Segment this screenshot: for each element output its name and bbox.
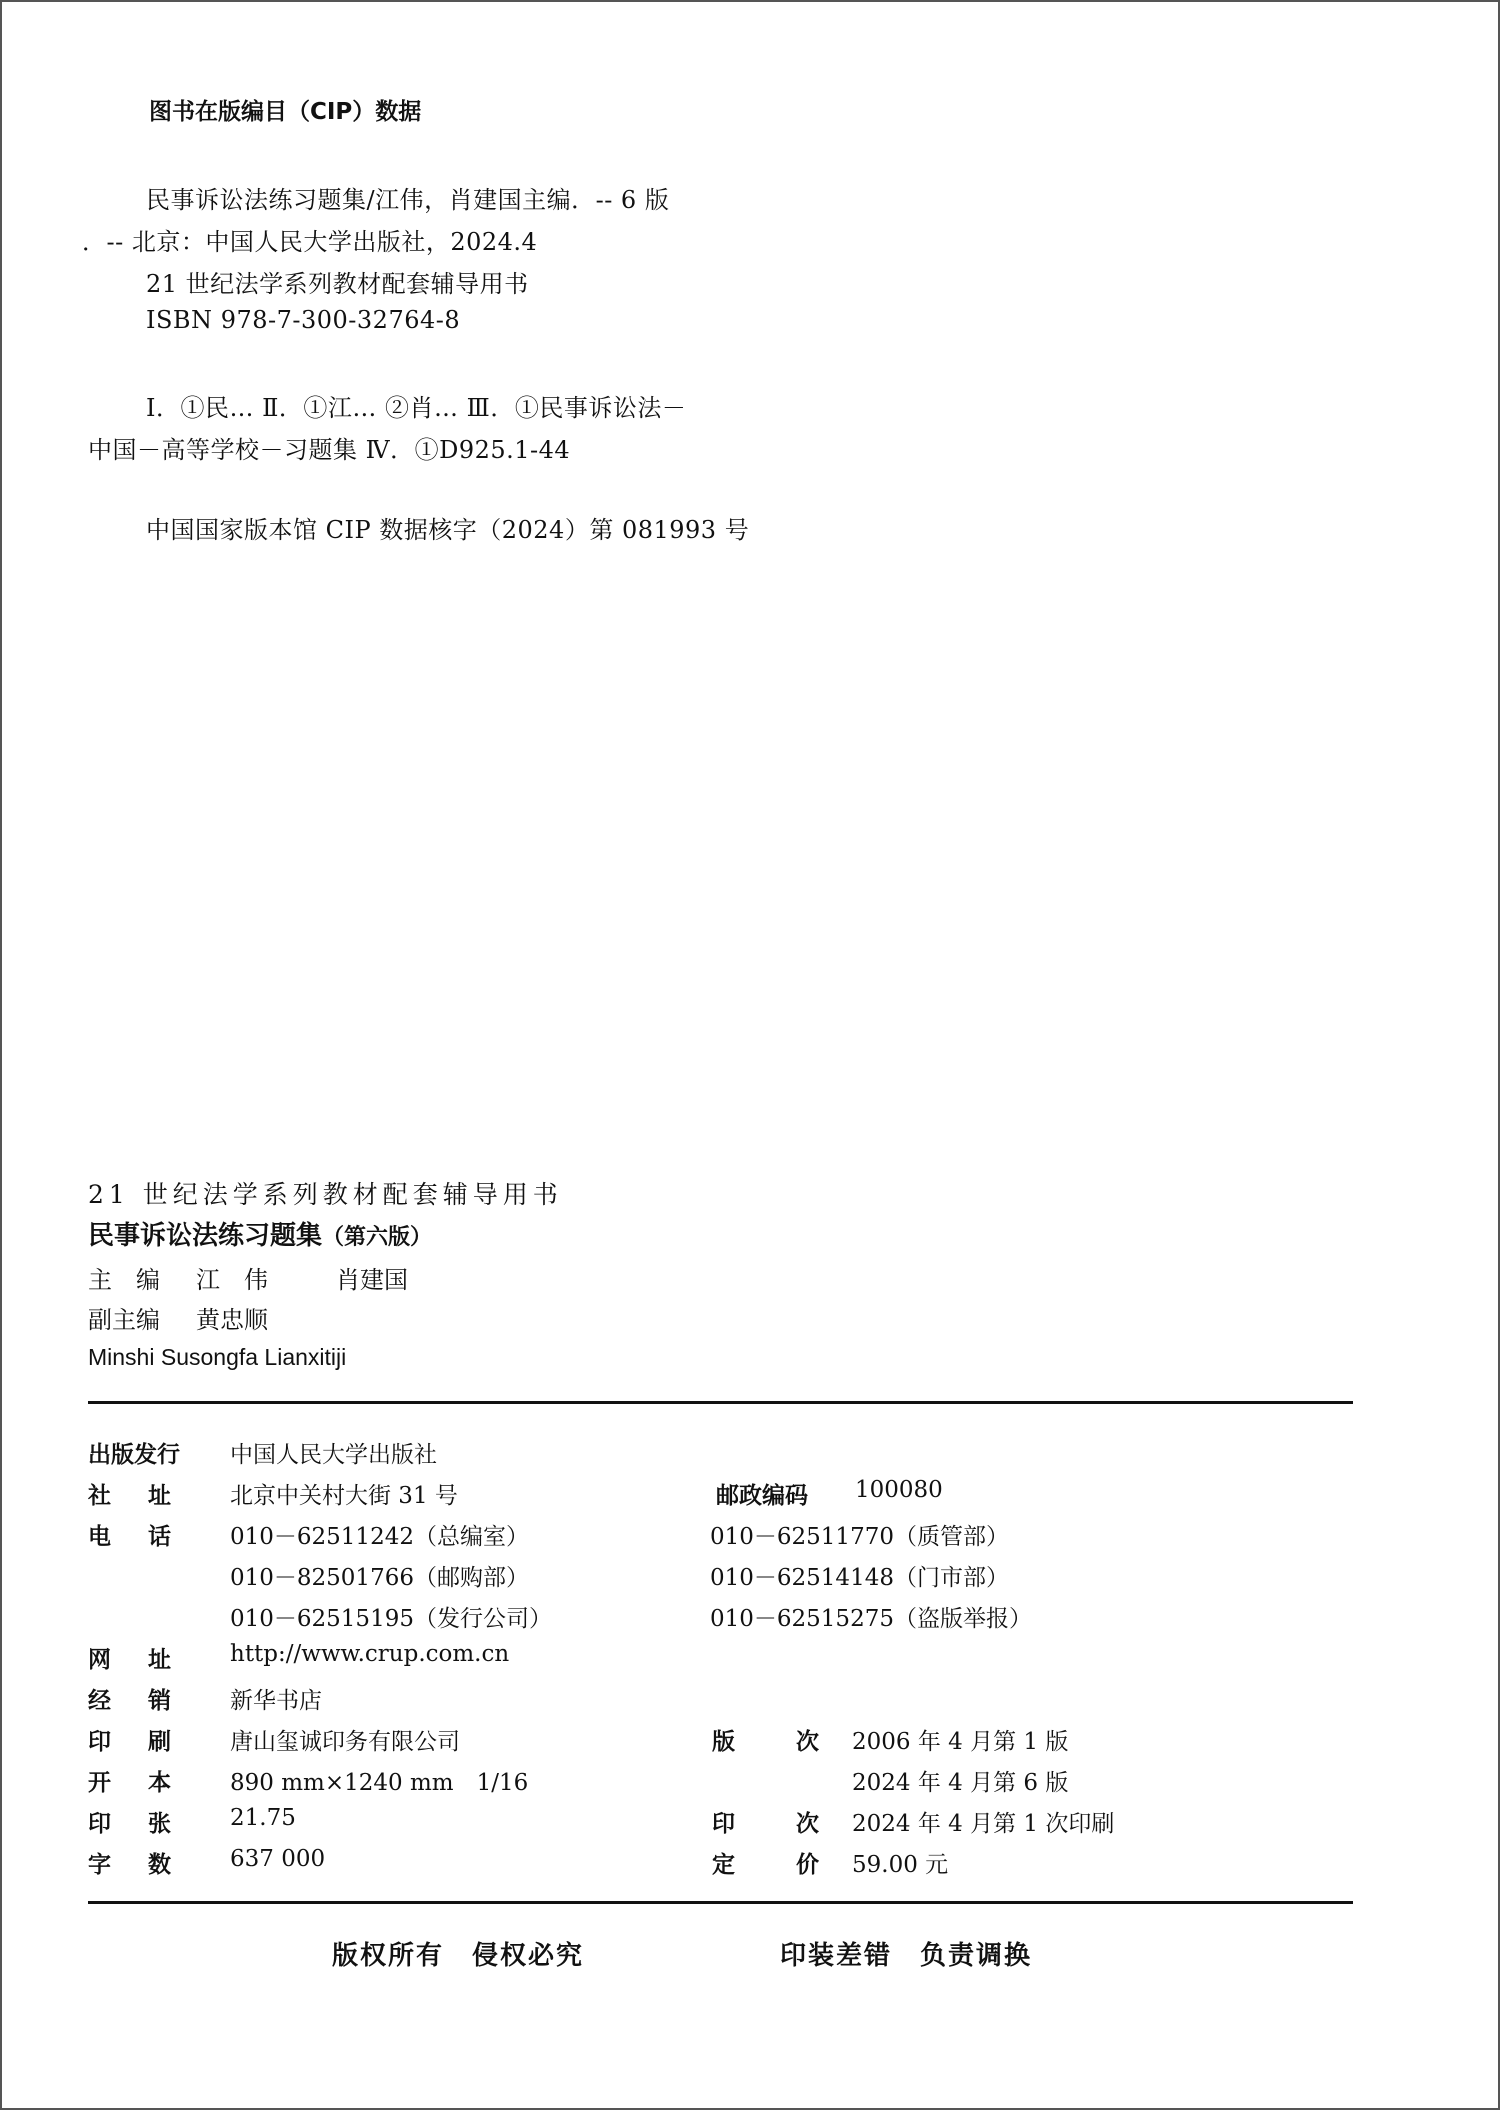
edition-current: 2024 年 4 月第 6 版 (852, 1770, 1069, 1796)
website-link[interactable]: http://www.crup.com.cn (230, 1641, 510, 1667)
impression-value: 2024 年 4 月第 1 次印刷 (852, 1811, 1115, 1837)
cip-line-isbn: ISBN 978-7-300-32764-8 (146, 306, 461, 334)
chief-editor-label-1: 主 (88, 1266, 112, 1294)
phone-distribution: 010－62515195（发行公司） (230, 1606, 552, 1632)
address-label: 社 址 (88, 1483, 171, 1509)
edition-label: 版 次 (712, 1729, 819, 1755)
deputy-editor-label: 副主编 (88, 1306, 160, 1334)
phone-store: 010－62514148（门市部） (710, 1565, 1009, 1591)
format-label: 开 本 (88, 1770, 171, 1796)
edition-first: 2006 年 4 月第 1 版 (852, 1729, 1069, 1755)
book-edition: （第六版） (322, 1225, 433, 1250)
price-value: 59.00 元 (852, 1852, 949, 1878)
phone-quality: 010－62511770（质管部） (710, 1524, 1009, 1550)
website-label: 网 址 (88, 1647, 171, 1673)
cip-line-publisher: ．-- 北京：中国人民大学出版社，2024.4 (82, 228, 538, 256)
cip-classification-1: Ⅰ．①民… Ⅱ．①江… ②肖… Ⅲ．①民事诉讼法－ (146, 394, 687, 422)
chief-editors (88, 1260, 408, 1295)
publisher-label: 出版发行 (88, 1442, 180, 1468)
distributor-label: 经 销 (88, 1688, 171, 1714)
word-count-label: 字 数 (88, 1852, 171, 1878)
publisher-value: 中国人民大学出版社 (230, 1442, 437, 1468)
cip-line-title: 民事诉讼法练习题集/江伟，肖建国主编．-- 6 版 (146, 186, 670, 214)
cip-classification-2: 中国－高等学校－习题集 Ⅳ．①D925.1-44 (88, 436, 571, 464)
series-name: 21 世纪法学系列教材配套辅导用书 (88, 1180, 563, 1209)
top-divider (88, 1401, 1353, 1404)
cip-line-series: 21 世纪法学系列教材配套辅导用书 (146, 270, 529, 298)
format-value: 890 mm×1240 mm 1/16 (230, 1770, 529, 1796)
postcode-value: 100080 (855, 1477, 943, 1503)
phone-editorial: 010－62511242（总编室） (230, 1524, 529, 1550)
address-value: 北京中关村大街 31 号 (230, 1483, 458, 1509)
chief-editor-1: 江 伟 (196, 1266, 268, 1294)
phone-mail-order: 010－82501766（邮购部） (230, 1565, 529, 1591)
price-label: 定 价 (712, 1852, 819, 1878)
phone-piracy-report: 010－62515275（盗版举报） (710, 1606, 1032, 1632)
book-title-text: 民事诉讼法练习题集 (88, 1221, 323, 1251)
word-count-value: 637 000 (230, 1846, 326, 1872)
cip-verification-number: 中国国家版本馆 CIP 数据核字（2024）第 081993 号 (146, 516, 750, 544)
sheets-label: 印 张 (88, 1811, 171, 1837)
impression-label: 印 次 (712, 1811, 819, 1837)
printer-value: 唐山玺诚印务有限公司 (230, 1729, 460, 1755)
pinyin-title: Minshi Susongfa Lianxitiji (88, 1344, 347, 1370)
book-title (88, 1215, 432, 1252)
postcode-label: 邮政编码 (716, 1483, 808, 1509)
defect-replacement-notice: 印装差错 负责调换 (780, 1941, 1033, 1971)
cip-title: 图书在版编目（CIP）数据 (149, 99, 422, 125)
bottom-divider (88, 1901, 1353, 1904)
deputy-editor (88, 1300, 268, 1335)
copyright-notice: 版权所有 侵权必究 (332, 1941, 585, 1971)
printer-label: 印 刷 (88, 1729, 171, 1755)
chief-editor-label-2: 编 (136, 1266, 160, 1294)
deputy-editor-name: 黄忠顺 (196, 1306, 268, 1334)
chief-editor-2: 肖建国 (336, 1266, 408, 1294)
sheets-value: 21.75 (230, 1805, 296, 1831)
distributor-value: 新华书店 (230, 1688, 322, 1714)
phone-label: 电 话 (88, 1524, 171, 1550)
